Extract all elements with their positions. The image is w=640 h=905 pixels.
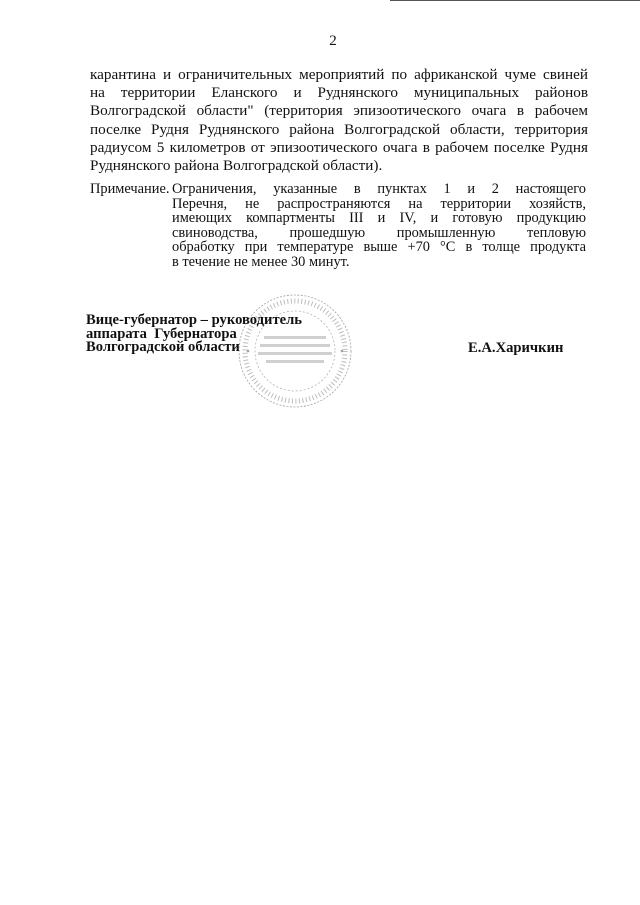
note-label: Примечание. — [90, 181, 170, 197]
note-line: Ограничения, указанные в пунктах 1 и 2 настоящего — [172, 181, 586, 197]
note-line: Перечня, не распространяются на территории хозяйств, — [172, 195, 586, 212]
note-line: свиноводства, прошедшую промышленную тепловую — [172, 224, 586, 241]
paragraph-line: поселке Рудня Руднянского района Волгоградской области, территория — [90, 120, 588, 138]
paragraph-line: радиусом 5 километров от эпизоотического очага в рабочем поселке Рудня — [90, 138, 588, 156]
top-border-line — [390, 0, 640, 1]
page-number: 2 — [329, 33, 337, 49]
position-line: Волгоградской области — [86, 339, 240, 356]
paragraph-line: на территории Еланского и Руднянского муниципальных районов — [90, 84, 588, 102]
note-text — [172, 182, 586, 270]
note-line: обработку при температуре выше +70 °С в толще продукта — [172, 239, 586, 256]
note-line: имеющих компартменты III и IV, и готовую продукцию — [172, 210, 586, 227]
signatory-name: Е.А.Харичкин — [468, 340, 564, 356]
position-line: аппарата Губернатора — [86, 325, 237, 342]
paragraph-line: Руднянского района Волгоградской области). — [90, 157, 383, 175]
signature-position — [86, 314, 302, 355]
paragraph-line: карантина и ограничительных мероприятий по африканской чуме свиней — [90, 66, 588, 83]
paragraph-line: Волгоградской области" (территория эпизоотического очага в рабочем — [90, 102, 588, 120]
position-line: Вице-губернатор – руководитель — [86, 312, 302, 328]
note-line: в течение не менее 30 минут. — [172, 253, 350, 270]
body-paragraph — [90, 66, 588, 175]
